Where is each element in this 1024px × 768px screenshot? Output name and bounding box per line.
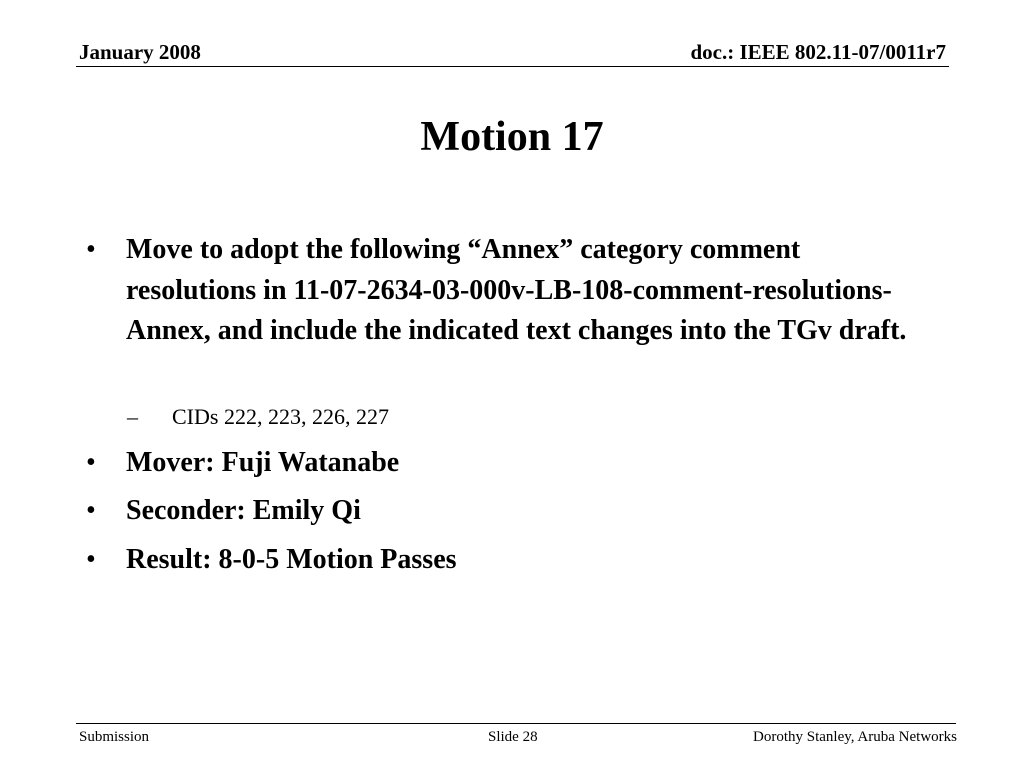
footer-submission: Submission xyxy=(79,729,150,745)
bullet-marker: • xyxy=(86,234,96,265)
header-doc-id: doc.: IEEE 802.11-07/0011r7 xyxy=(690,40,946,64)
bullet-text-mover: Mover: Fuji Watanabe xyxy=(126,447,400,478)
bullet-text-seconder: Seconder: Emily Qi xyxy=(126,495,361,526)
bullet-text-motion: Move to adopt the following “Annex” category comment resolutions in 11-07-2634-03-000v-LB-108-comment-resolutions-Annex, and include the indicated text changes into the TGv draft. xyxy=(126,234,907,346)
footer-author: Dorothy Stanley, Aruba Networks xyxy=(753,729,957,745)
header-date: January 2008 xyxy=(79,40,201,64)
subbullet-text-cids: CIDs 222, 223, 226, 227 xyxy=(172,404,389,429)
slide-title: Motion 17 xyxy=(420,114,604,160)
header-divider xyxy=(76,66,949,67)
bullet-marker: • xyxy=(86,544,96,575)
bullet-marker: • xyxy=(86,495,96,526)
subbullet-marker: – xyxy=(127,404,138,429)
footer-slide-number: Slide 28 xyxy=(488,729,538,745)
footer-divider xyxy=(76,723,956,724)
bullet-marker: • xyxy=(86,447,96,478)
bullet-text-result: Result: 8-0-5 Motion Passes xyxy=(126,544,457,575)
